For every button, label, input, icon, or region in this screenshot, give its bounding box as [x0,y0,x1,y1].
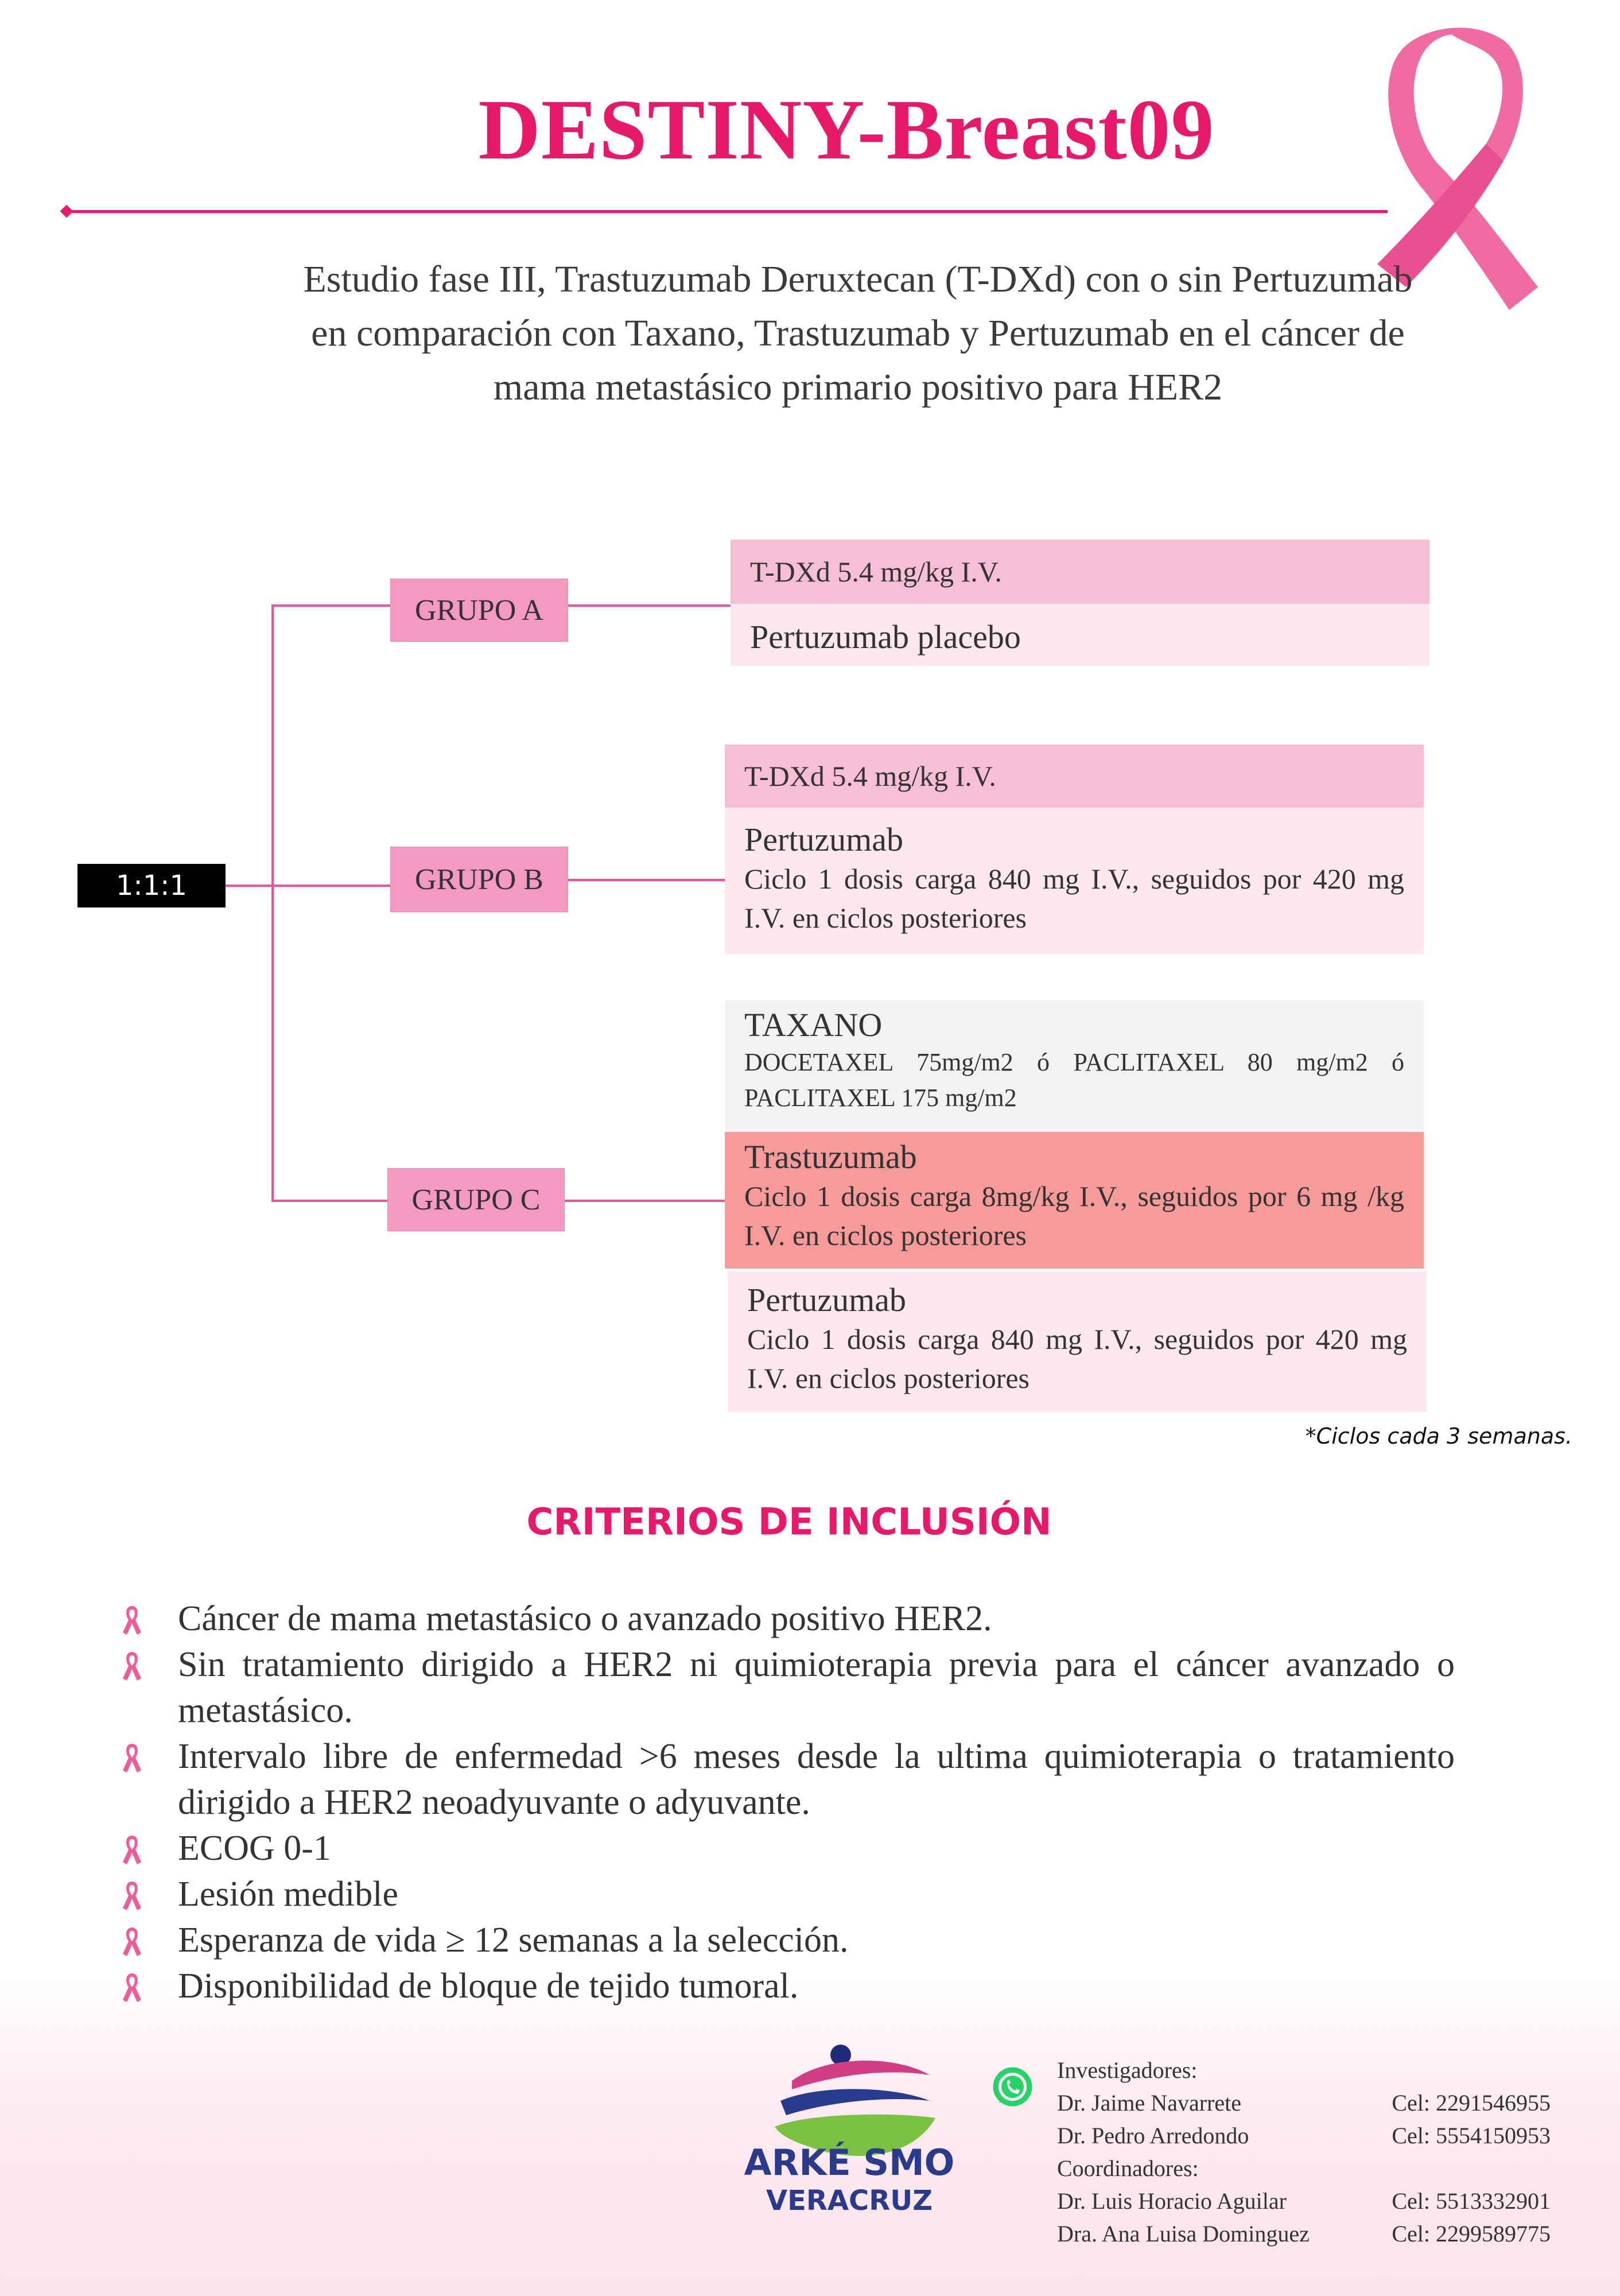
group-c-taxano-box [725,1000,1424,1132]
group-c-pertuzumab-detail: Ciclo 1 dosis carga 840 mg I.V., seguidos por 420 mg I.V. en ciclos posteriores [747,1323,1407,1394]
group-c-label: GRUPO C [387,1168,565,1231]
title-divider [68,210,1388,213]
study-subtitle [149,253,1567,414]
trunk-line [271,604,274,1201]
list-item [121,1642,1455,1733]
contact-phone: Cel: 2299589775 [1392,2221,1551,2247]
contact-name: Dr. Jaime Navarrete [1057,2090,1241,2116]
contact-row [1057,2086,1551,2119]
group-c-taxano-detail: DOCETAXEL 75mg/m2 ó PACLITAXEL 80 mg/m2 ó PACLITAXEL 175 mg/m2 [744,1048,1404,1112]
contacts-block [1057,2054,1551,2250]
ribbon-bullet-icon [121,1879,143,1911]
divider-dot [60,205,73,218]
list-item [121,1733,1455,1825]
criterion-text: Lesión medible [178,1875,398,1914]
coordinadores-label: Coordinadores: [1057,2155,1199,2181]
arm-c-line [564,1200,725,1202]
contact-name: Dr. Luis Horacio Aguilar [1057,2188,1287,2214]
group-c-pertuzumab-name: Pertuzumab [747,1281,907,1318]
branch-b [271,885,390,887]
list-item [121,1963,1455,2009]
criterion-text: Disponibilidad de bloque de tejido tumoral. [178,1967,799,2006]
group-b-label: GRUPO B [390,847,568,912]
group-b-drug2-detail: Ciclo 1 dosis carga 840 mg I.V., seguidos por 420 mg I.V. en ciclos posteriores [744,863,1404,934]
group-a-drug1: T-DXd 5.4 mg/kg I.V. [731,540,1429,604]
logo-text [735,2144,964,2220]
criterion-text: Esperanza de vida ≥ 12 semanas a la selección. [178,1921,849,1960]
criterion-text: Intervalo libre de enfermedad >6 meses desde la ultima quimioterapia o tratamiento dirigido a HER2 neoadyuvante o adyuvante. [178,1737,1455,1822]
contact-row [1057,2185,1551,2217]
list-item [121,1871,1455,1917]
ribbon-bullet-icon [121,1833,143,1865]
subtitle-line-1: Estudio fase III, Trastuzumab Deruxtecan (T-DXd) con o sin Pertuzumab [303,258,1413,300]
contact-row [1057,2119,1551,2152]
investigadores-label: Investigadores: [1057,2057,1198,2083]
group-b-drug2-name: Pertuzumab [744,821,904,858]
criteria-list [121,1596,1455,2009]
group-c-pertuzumab-box [728,1271,1427,1412]
contact-phone: Cel: 5554150953 [1392,2123,1551,2148]
list-item [121,1596,1455,1642]
ribbon-bullet-icon [121,1971,143,2003]
group-b-pertuzumab-box [725,808,1424,954]
ribbon-bullet-icon [121,1742,143,1774]
whatsapp-icon [991,2065,1034,2108]
list-item [121,1917,1455,1963]
list-item [121,1825,1455,1871]
criterion-text: ECOG 0-1 [178,1829,331,1868]
ribbon-bullet-icon [121,1650,143,1682]
subtitle-line-3: mama metastásico primario positivo para HER2 [493,366,1223,408]
logo-line-1: ARKÉ SMO [744,2142,955,2183]
ribbon-bullet-icon [121,1604,143,1636]
logo-line-2: VERACRUZ [766,2185,933,2217]
subtitle-line-2: en comparación con Taxano, Trastuzumab y Pertuzumab en el cáncer de [311,312,1405,354]
ratio-connector [226,885,273,887]
criteria-title: CRITERIOS DE INCLUSIÓN [526,1501,1052,1543]
page-title: DESTINY-Breast09 [478,82,1215,177]
criterion-text: Sin tratamiento dirigido a HER2 ni quimioterapia previa para el cáncer avanzado o metastásico. [178,1645,1455,1730]
group-c-trastuzumab-name: Trastuzumab [744,1138,917,1176]
arm-a-line [567,604,731,607]
group-a-drug2: Pertuzumab placebo [731,604,1429,666]
group-c-trastuzumab-detail: Ciclo 1 dosis carga 8mg/kg I.V., seguidos por 6 mg /kg I.V. en ciclos posteriores [744,1180,1404,1251]
contact-name: Dra. Ana Luisa Dominguez [1057,2221,1310,2247]
contact-phone: Cel: 5513332901 [1392,2188,1551,2214]
cycle-note: *Ciclos cada 3 semanas. [1305,1424,1572,1449]
contact-row [1057,2217,1551,2250]
randomization-ratio: 1:1:1 [77,864,226,907]
group-b-drug1: T-DXd 5.4 mg/kg I.V. [725,744,1424,808]
branch-c [271,1200,387,1202]
group-a-label: GRUPO A [390,579,568,642]
ribbon-bullet-icon [121,1925,143,1957]
contact-phone: Cel: 2291546955 [1392,2090,1551,2116]
group-c-trastuzumab-box [725,1132,1424,1269]
arm-b-line [567,879,728,881]
group-c-taxano-name: TAXANO [744,1006,883,1044]
criterion-text: Cáncer de mama metastásico o avanzado positivo HER2. [178,1599,992,1638]
contact-name: Dr. Pedro Arredondo [1057,2123,1249,2148]
branch-a [271,604,390,607]
